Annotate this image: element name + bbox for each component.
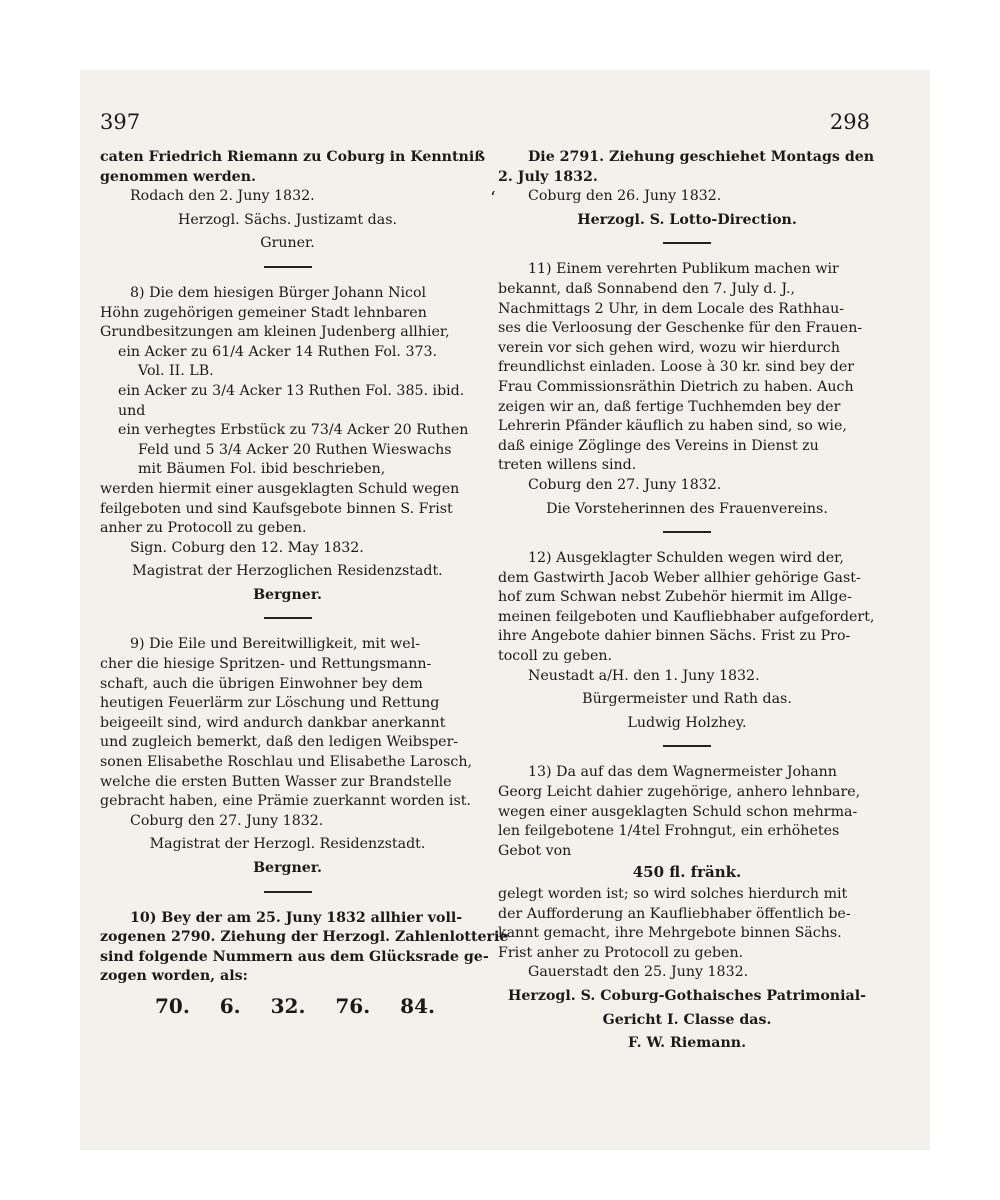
separator-rule xyxy=(264,266,312,268)
lottery-number: 32. xyxy=(270,993,306,1018)
text-line: welche die ersten Butten Wasser zur Brandstelle xyxy=(100,773,452,790)
text-line: freundlichst einladen. Loose à 30 kr. sind bey der xyxy=(498,359,855,376)
notice-9 xyxy=(100,635,475,811)
lottery-number: 6. xyxy=(219,993,241,1018)
text-line: Gebot von xyxy=(498,842,572,859)
text-line: Feld und 5 3/4 Acker 20 Ruthen Wieswachs xyxy=(138,441,452,458)
text-line: dem Gastwirth Jacob Weber allhier gehörige Gast- xyxy=(498,569,861,586)
text-line: 2. July 1832. xyxy=(498,168,598,185)
separator-rule xyxy=(264,617,312,619)
text-line: genommen werden. xyxy=(100,168,256,185)
signature-name: Bergner. xyxy=(253,586,322,603)
text-line: mit Bäumen Fol. ibid beschrieben, xyxy=(138,461,386,478)
text-line: ses die Verloosung der Geschenke für den Frauen- xyxy=(498,320,863,337)
ornament-mark: ‘ xyxy=(490,188,496,209)
dateline: Coburg den 26. Juny 1832. xyxy=(528,188,722,205)
page-number-right: 298 xyxy=(829,110,870,134)
dateline: Gauerstadt den 25. Juny 1832. xyxy=(528,964,749,981)
text-line: len feilgebotene 1/4tel Frohngut, ein erhöhetes xyxy=(498,823,840,840)
text-line: meinen feilgeboten und Kaufliebhaber aufgefordert, xyxy=(498,608,875,625)
text-line: Georg Leicht dahier zugehörige, anhero lehnbare, xyxy=(498,784,861,801)
text-line: gelegt worden ist; so wird solches hierdurch mit xyxy=(498,886,848,902)
text-line: schaft, auch die übrigen Einwohner bey dem xyxy=(100,675,423,692)
text-line: ein Acker zu 3/4 Acker 13 Ruthen Fol. 385. ibid. xyxy=(118,382,465,399)
text-line: cher die hiesige Spritzen- und Rettungsmann- xyxy=(100,656,432,673)
text-line: Grundbesitzungen am kleinen Judenberg allhier, xyxy=(100,324,450,341)
text-line: 8) Die dem hiesigen Bürger Johann Nicol xyxy=(130,284,427,301)
text-line: sonen Elisabethe Roschlau und Elisabethe Larosch, xyxy=(100,754,472,771)
lottery-next-draw xyxy=(498,148,876,187)
text-line: treten willens sind. xyxy=(498,457,637,474)
text-line: Die 2791. Ziehung geschiehet Montags den xyxy=(528,149,875,165)
text-line: 11) Einem verehrten Publikum machen wir xyxy=(528,261,839,278)
text-line: Nachmittags 2 Uhr, in dem Locale des Rathhau- xyxy=(498,300,845,317)
text-line: zeigen wir an, daß fertige Tuchhemden bey der xyxy=(498,398,841,415)
signature-name: Bergner. xyxy=(253,860,322,876)
right-column xyxy=(498,148,876,1054)
text-line: ein verhegtes Erbstück zu 73/4 Acker 20 Ruthen xyxy=(118,422,469,439)
text-line: hof zum Schwan nebst Zubehör hiermit im Allge- xyxy=(498,589,852,606)
notice-12 xyxy=(498,549,876,667)
notice-10 xyxy=(100,909,509,987)
text-line: 10) Bey der am 25. Juny 1832 allhier voll- xyxy=(130,909,463,926)
text-line: der Aufforderung an Kaufliebhaber öffentlich be- xyxy=(498,905,851,922)
signature-office: Herzogl. Sächs. Justizamt das. xyxy=(177,211,398,228)
notice-13-cont xyxy=(498,885,876,963)
signature-office: Bürgermeister und Rath das. xyxy=(582,691,792,708)
separator-rule xyxy=(663,242,711,244)
lottery-number: 76. xyxy=(335,993,371,1018)
text-line: heutigen Feuerlärm zur Löschung und Rettung xyxy=(100,695,440,712)
text-line: 13) Da auf das dem Wagnermeister Johann xyxy=(528,764,837,781)
dateline: Sign. Coburg den 12. May 1832. xyxy=(130,539,364,556)
text-line: und xyxy=(118,402,146,419)
text-line: gebracht haben, eine Prämie zuerkannt worden ist. xyxy=(100,793,471,810)
text-line: daß einige Zöglinge des Vereins in Dienst zu xyxy=(498,437,819,454)
notice-8 xyxy=(100,284,475,539)
text-line: Vol. II. LB. xyxy=(138,363,214,380)
signature-office: Herzogl. S. Coburg-Gothaisches Patrimonial- xyxy=(508,987,866,1004)
notice-13 xyxy=(498,763,876,861)
signature-office: Magistrat der Herzoglichen Residenzstadt. xyxy=(132,563,443,580)
text-line: tocoll zu geben. xyxy=(498,648,613,665)
dateline: Neustadt a/H. den 1. Juny 1832. xyxy=(528,667,760,684)
lottery-numbers xyxy=(155,993,435,1018)
text-line: ihre Angebote dahier binnen Sächs. Frist zu Pro- xyxy=(498,628,851,645)
text-line: feilgeboten und sind Kaufsgebote binnen S. Frist xyxy=(100,500,453,517)
text-line: Höhn zugehörigen gemeiner Stadt lehnbaren xyxy=(100,304,427,321)
text-line: anher zu Protocoll zu geben. xyxy=(100,520,307,537)
page-number-left: 397 xyxy=(100,110,141,134)
text-line: Frau Commissionsräthin Dietrich zu haben. Auch xyxy=(498,378,854,395)
dateline: Coburg den 27. Juny 1832. xyxy=(528,476,722,493)
text-line: zogenen 2790. Ziehung der Herzogl. Zahlenlotterie xyxy=(100,929,509,946)
text-line: 12) Ausgeklagter Schulden wegen wird der, xyxy=(528,550,844,567)
separator-rule xyxy=(663,531,711,533)
dateline: Rodach den 2. Juny 1832. xyxy=(130,188,315,205)
signature-office: Magistrat der Herzogl. Residenzstadt. xyxy=(149,836,426,853)
lottery-number: 84. xyxy=(400,993,435,1018)
text-line: sind folgende Nummern aus dem Glücksrade ge- xyxy=(100,948,489,965)
text-line: beigeeilt sind, wird andurch dankbar anerkannt xyxy=(100,714,446,731)
left-column xyxy=(100,148,509,1018)
text-line: ein Acker zu 61/4 Acker 14 Ruthen Fol. 373. xyxy=(118,343,438,360)
text-line: und zugleich bemerkt, daß den ledigen Weibsper- xyxy=(100,734,459,751)
text-line: kannt gemacht, ihre Mehrgebote binnen Sächs. xyxy=(498,925,842,942)
notice-11 xyxy=(498,260,876,476)
signature-name: Ludwig Holzhey. xyxy=(627,714,747,731)
signature-office: Herzogl. S. Lotto-Direction. xyxy=(577,211,797,228)
page xyxy=(80,70,930,1150)
text-line: wegen einer ausgeklagten Schuld schon mehrma- xyxy=(498,803,858,820)
text-line: bekannt, daß Sonnabend den 7. July d. J., xyxy=(498,280,796,297)
text-line: verein vor sich gehen wird, wozu wir hierdurch xyxy=(498,339,840,356)
signature-name: F. W. Riemann. xyxy=(627,1035,747,1052)
text-line: zogen worden, als: xyxy=(100,968,248,985)
separator-rule xyxy=(264,891,312,893)
text-line: werden hiermit einer ausgeklagten Schuld wegen xyxy=(100,480,460,497)
signature-office: Die Vorsteherinnen des Frauenvereins. xyxy=(546,500,828,517)
intro-text xyxy=(100,148,486,187)
dateline: Coburg den 27. Juny 1832. xyxy=(130,812,324,829)
signature-name: Gruner. xyxy=(260,235,315,252)
bid-amount: 450 fl. fränk. xyxy=(632,863,742,882)
text-line: Frist anher zu Protocoll zu geben. xyxy=(498,944,744,961)
separator-rule xyxy=(663,745,711,747)
signature-office: Gericht I. Classe das. xyxy=(602,1011,772,1028)
text-line: 9) Die Eile und Bereitwilligkeit, mit wel- xyxy=(130,636,421,653)
lottery-number: 70. xyxy=(155,993,190,1018)
text-line: caten Friedrich Riemann zu Coburg in Kenntniß xyxy=(100,149,486,165)
text-line: Lehrerin Pfänder käuflich zu haben sind, so wie, xyxy=(498,418,847,435)
